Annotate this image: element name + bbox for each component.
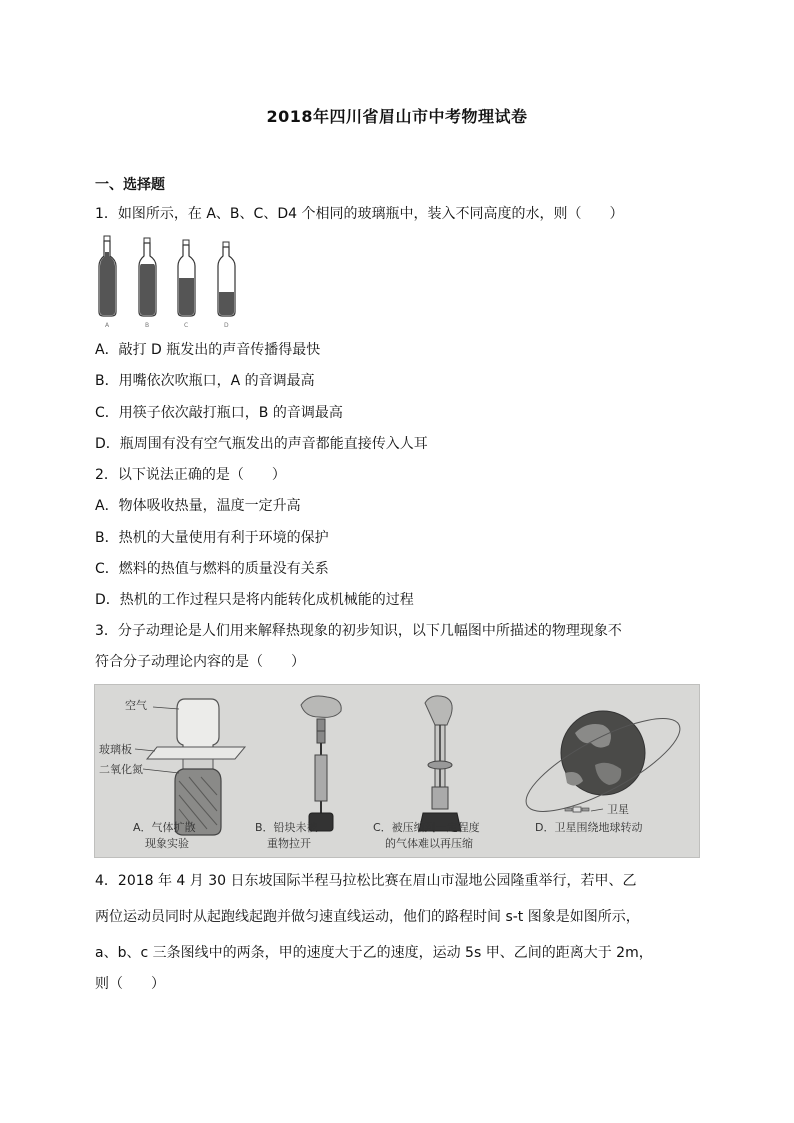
caption-b-line2: 重物拉开 <box>267 837 311 850</box>
bottle-b <box>139 238 156 316</box>
bottle-label-d: D <box>224 322 229 329</box>
lead-blocks <box>301 696 341 831</box>
q2-option-b: B．热机的大量使用有利于环境的保护 <box>95 530 329 546</box>
caption-c-line1: C．被压缩到一定程度 <box>373 821 480 834</box>
caption-b-line1: B．铅块未被 <box>255 821 318 834</box>
caption-d: D．卫星围绕地球转动 <box>535 821 643 834</box>
q4-line4: 则（ ） <box>95 976 165 992</box>
bottle-label-b: B <box>145 322 150 329</box>
bottle-label-c: C <box>184 322 189 329</box>
q4-line2: 两位运动员同时从起跑线起跑并做匀速直线运动，他们的路程时间 s-t 图象是如图所示， <box>95 909 640 925</box>
q3-figure-panel <box>94 684 700 858</box>
bottle-d <box>218 242 235 316</box>
earth-satellite <box>515 702 691 829</box>
bottle-label-a: A <box>105 322 110 329</box>
q1-bottles-figure <box>95 234 255 329</box>
q1-option-c: C．用筷子依次敲打瓶口，B 的音调最高 <box>95 405 343 421</box>
q1-option-a: A．敲打 D 瓶发出的声音传播得最快 <box>95 342 321 358</box>
q2-option-a: A．物体吸收热量，温度一定升高 <box>95 498 301 514</box>
q1-option-b: B．用嘴依次吹瓶口，A 的音调最高 <box>95 373 315 389</box>
label-no2: 二氧化氮 <box>99 763 143 776</box>
caption-a-line1: A．气体扩散 <box>133 821 196 834</box>
caption-c-line2: 的气体难以再压缩 <box>385 837 473 850</box>
satellite-icon <box>565 807 589 812</box>
q1-option-d: D．瓶周围有没有空气瓶发出的声音都能直接传入人耳 <box>95 436 428 452</box>
q2-option-d: D．热机的工作过程只是将内能转化成机械能的过程 <box>95 592 414 608</box>
q1-stem: 1．如图所示，在 A、B、C、D4 个相同的玻璃瓶中，装入不同高度的水，则（ ） <box>95 206 624 222</box>
label-glass: 玻璃板 <box>99 743 132 756</box>
caption-a-line2: 现象实验 <box>145 837 189 850</box>
q4-line1: 4．2018 年 4 月 30 日东坡国际半程马拉松比赛在眉山市湿地公园隆重举行，若甲、乙 <box>95 873 637 889</box>
section-heading: 一、选择题 <box>95 177 165 193</box>
compressed-syringe <box>419 696 461 831</box>
q2-option-c: C．燃料的热值与燃料的质量没有关系 <box>95 561 329 577</box>
q3-stem-line2: 符合分子动理论内容的是（ ） <box>95 654 305 670</box>
diffusion-jars <box>135 699 245 835</box>
q3-figure <box>95 685 699 857</box>
q3-stem-line1: 3．分子动理论是人们用来解释热现象的初步知识，以下几幅图中所描述的物理现象不 <box>95 623 622 639</box>
q2-stem: 2．以下说法正确的是（ ） <box>95 467 286 483</box>
label-air: 空气 <box>125 699 147 712</box>
label-satellite: 卫星 <box>607 803 629 816</box>
page-title: 2018年四川省眉山市中考物理试卷 <box>266 107 528 126</box>
q4-line3: a、b、c 三条图线中的两条，甲的速度大于乙的速度，运动 5s 甲、乙间的距离大于 2m， <box>95 945 653 961</box>
bottle-c <box>178 240 195 316</box>
bottle-a <box>99 236 116 316</box>
